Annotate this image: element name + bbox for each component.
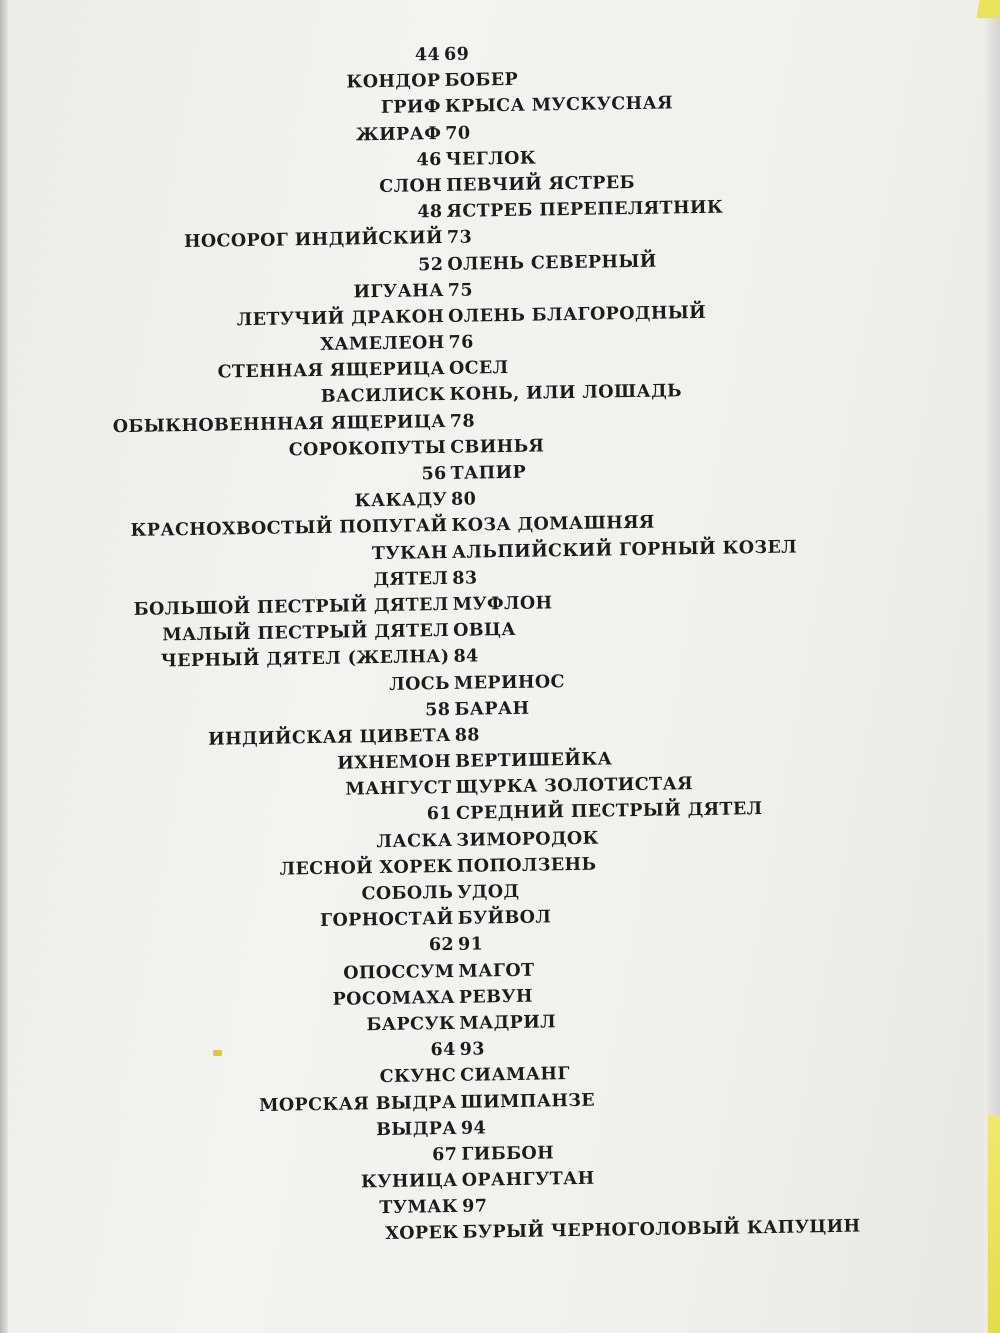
right-index-entry: ЯСТРЕБ ПЕРЕПЕЛЯТНИК xyxy=(446,197,724,223)
left-index-entry: СОРОКОПУТЫ xyxy=(288,437,447,461)
right-index-entry: СВИНЬЯ xyxy=(450,436,545,458)
right-index-entry: 93 xyxy=(459,1039,486,1060)
right-index-entry: 80 xyxy=(450,489,477,511)
left-index-entry: МАНГУСТ xyxy=(345,778,452,800)
left-index-entry: СЛОН xyxy=(379,175,443,197)
left-index-entry: 58 xyxy=(425,699,451,720)
left-index-entry: ТУКАН xyxy=(371,542,449,564)
left-index-entry: 64 xyxy=(430,1040,456,1061)
left-index-entry: 56 xyxy=(421,463,447,485)
left-index-entry: ГОРНОСТАЙ xyxy=(319,909,454,932)
right-index-entry: 70 xyxy=(445,123,471,144)
right-index-entry: БУРЫЙ ЧЕРНОГОЛОВЫЙ КАПУЦИН xyxy=(462,1216,861,1244)
right-index-entry: ЧЕГЛОК xyxy=(445,148,537,170)
left-index-entry: РОСОМАХА xyxy=(332,987,456,1010)
left-index-entry: СТЕННАЯ ЯЩЕРИЦА xyxy=(217,359,446,383)
right-index-entry: МАДРИЛ xyxy=(459,1012,557,1034)
left-index-column xyxy=(60,42,459,1252)
left-index-entry: ДЯТЕЛ xyxy=(373,568,449,590)
left-index-entry: СКУНС xyxy=(379,1066,457,1088)
left-index-entry: ХОРЕК xyxy=(385,1223,459,1245)
right-index-entry: ОРАНГУТАН xyxy=(461,1168,595,1191)
right-index-entry: РЕВУН xyxy=(458,986,534,1008)
left-index-entry: 48 xyxy=(417,202,443,223)
left-index-entry: ВЫДРА xyxy=(375,1118,458,1140)
left-index-entry: ОПОССУМ xyxy=(343,961,455,984)
right-index-entry: ШИМПАНЗЕ xyxy=(460,1090,596,1113)
left-index-entry: ОБЫКНОВЕНННАЯ ЯЩЕРИЦА xyxy=(112,411,446,437)
left-index-entry: КУНИЦА xyxy=(360,1170,458,1193)
right-index-entry: 76 xyxy=(448,332,474,353)
right-index-entry: МЕРИНОС xyxy=(453,671,566,694)
right-index-entry: 69 xyxy=(443,44,470,65)
right-index-entry: БУЙВОЛ xyxy=(457,907,552,930)
left-index-entry: 46 xyxy=(416,149,442,171)
left-index-entry: 52 xyxy=(418,254,444,275)
left-index-entry: 61 xyxy=(426,804,453,825)
left-index-entry: ЛЕСНОЙ ХОРЕК xyxy=(279,856,453,880)
left-index-entry: ИНДИЙСКАЯ ЦИВЕТА xyxy=(208,725,451,750)
left-index-entry: ХАМЕЛЕОН xyxy=(320,333,445,355)
right-index-entry: 94 xyxy=(460,1118,487,1139)
left-index-entry: 62 xyxy=(428,935,455,956)
left-index-entry: ИХНЕМОН xyxy=(337,751,452,774)
left-index-entry: ВАСИЛИСК xyxy=(320,385,446,408)
right-index-entry: 73 xyxy=(446,227,473,249)
left-index-entry: СОБОЛЬ xyxy=(361,882,454,905)
right-index-entry: ЗИМОРОДОК xyxy=(456,828,600,851)
right-index-entry: ОСЕЛ xyxy=(448,358,509,380)
right-index-entry: 91 xyxy=(457,934,484,956)
right-index-entry: ГИББОН xyxy=(461,1143,555,1165)
left-index-entry: МАЛЫЙ ПЕСТРЫЙ ДЯТЕЛ xyxy=(162,621,450,646)
left-index-entry: ЛАСКА xyxy=(376,830,453,852)
left-index-entry: ИГУАНА xyxy=(353,280,444,303)
right-index-entry: 84 xyxy=(453,646,479,668)
right-index-entry: ВЕРТИШЕЙКА xyxy=(455,749,613,772)
left-index-entry: ЧЕРНЫЙ ДЯТЕЛ (ЖЕЛНА) xyxy=(160,647,450,672)
left-index-entry: КОНДОР xyxy=(346,71,441,93)
right-index-entry: МУФЛОН xyxy=(452,593,553,615)
right-index-entry: УДОД xyxy=(457,881,520,903)
left-index-entry: НОСОРОГ ИНДИЙСКИЙ xyxy=(183,228,444,253)
left-index-entry: КАКАДУ xyxy=(354,490,448,512)
left-index-entry: БАРСУК xyxy=(366,1013,456,1036)
left-index-entry: ЖИРАФ xyxy=(355,123,442,145)
right-index-entry: 75 xyxy=(447,280,474,301)
right-index-entry: ПОПОЛЗЕНЬ xyxy=(456,854,597,877)
right-index-entry: КОНЬ, ИЛИ ЛОШАДЬ xyxy=(449,381,683,406)
right-index-entry: СРЕДНИЙ ПЕСТРЫЙ ДЯТЕЛ xyxy=(455,799,763,825)
right-index-entry: АЛЬПИЙСКИЙ ГОРНЫЙ КОЗЕЛ xyxy=(451,537,798,563)
right-index-entry: МАГОТ xyxy=(458,960,535,982)
left-index-entry: 67 xyxy=(432,1144,458,1166)
right-index-entry: КРЫСА МУСКУСНАЯ xyxy=(444,93,674,118)
left-index-entry: ЛЕТУЧИЙ ДРАКОН xyxy=(236,306,445,331)
left-index-entry: 44 xyxy=(414,45,441,66)
left-index-entry: КРАСНОХВОСТЫЙ ПОПУГАЙ xyxy=(130,516,448,542)
right-index-entry: БОБЕР xyxy=(444,69,519,92)
right-index-entry: ПЕВЧИЙ ЯСТРЕБ xyxy=(445,172,636,196)
right-index-entry: ОВЦА xyxy=(452,620,517,641)
right-index-entry: ТАПИР xyxy=(450,462,527,484)
right-index-entry: 78 xyxy=(449,411,476,432)
left-index-entry: ГРИФ xyxy=(380,97,442,119)
left-index-entry: БОЛЬШОЙ ПЕСТРЫЙ ДЯТЕЛ xyxy=(133,594,449,620)
right-index-entry: ЩУРКА ЗОЛОТИСТАЯ xyxy=(455,774,694,799)
right-index-entry: ОЛЕНЬ БЛАГОРОДНЫЙ xyxy=(448,302,707,327)
right-index-entry: 88 xyxy=(454,725,481,746)
right-index-column xyxy=(444,35,883,1246)
right-index-entry: 97 xyxy=(462,1196,488,1218)
right-index-entry: ОЛЕНЬ СЕВЕРНЫЙ xyxy=(447,251,657,275)
left-index-entry: ТУМАК xyxy=(379,1197,459,1219)
right-index-entry: 83 xyxy=(452,568,478,589)
right-index-entry: КОЗА ДОМАШНЯЯ xyxy=(451,513,655,537)
left-index-entry: МОРСКАЯ ВЫДРА xyxy=(258,1092,457,1116)
left-index-entry: ЛОСЬ xyxy=(389,673,451,695)
right-index-entry: БАРАН xyxy=(454,698,530,720)
right-index-entry: СИАМАНГ xyxy=(459,1064,571,1087)
